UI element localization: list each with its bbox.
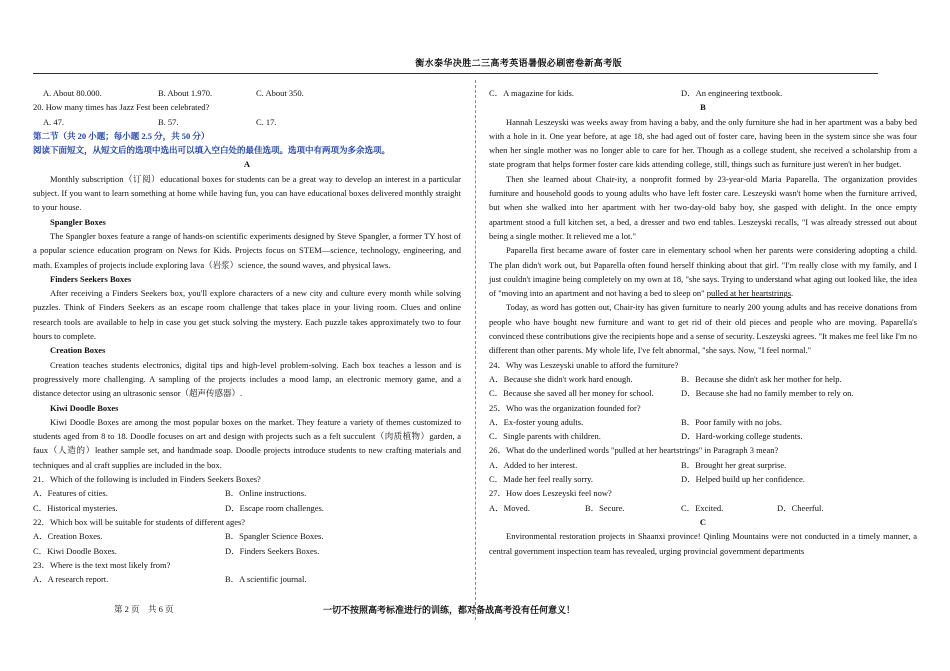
option: A. 47. xyxy=(43,116,65,127)
option: C．Made her feel really sorry. xyxy=(489,474,594,485)
q26-options xyxy=(489,472,917,486)
passage-paragraph: Today, as word has gotten out, Chair-ity has given furniture to nearly 200 young adults and has receive donations from people who have bought new furniture and want to get rid of their old pieces and people who are moving. Paparella's convinced these contributions give the recipients hope and a sense of security. Leszeyski agrees. "It makes me feel like I'm no different than other parents. My whole life, I've felt abnormal, "she says. Now, "I feel normal." xyxy=(489,302,917,356)
option: A．Features of cities. xyxy=(33,488,108,499)
column-divider xyxy=(475,80,476,620)
q27-options xyxy=(489,501,917,515)
option: C．Single parents with children. xyxy=(489,431,601,442)
section-instructions: 阅读下面短文，从短文后的选项中选出可以填入空白处的最佳选项。选项中有两项为多余选项。 xyxy=(33,145,391,156)
option: D．Because she had no family member to rely on. xyxy=(681,388,854,399)
option: A. About 80.000. xyxy=(43,88,102,98)
option: C．Excited. xyxy=(681,502,724,513)
option: D．Escape room challenges. xyxy=(225,502,324,513)
passage-paragraph: After receiving a Finders Seekers box, you'll explore characters of a new city and culture every month while solving puzzles. Think of Finders Seekers as an escape room challenge that takes place in your living room. Clues and online research tools are available to help in case you get stuck solving the mystery. Each puzzle takes approximately two to four hours to complete. xyxy=(33,288,461,342)
paragraph-text: Paparella first became aware of foster care in elementary school when her parents were considering adopting a child. The plan didn't work out, but Paparella often found herself thinking about that girl. "I'm really close with my family, and I just couldn't imagine being completely on my own at 18, "she says. Trying to understand what aging out looked like, the idea of "moving into an apartment and not having a bed to sleep on" xyxy=(489,245,917,299)
right-column xyxy=(489,86,917,558)
q22-options xyxy=(33,529,461,543)
option: C．Historical mysteries. xyxy=(33,502,118,513)
option: A．Creation Boxes. xyxy=(33,531,103,542)
option: D．Helped build up her confidence. xyxy=(681,474,805,485)
option: B．Poor family with no jobs. xyxy=(681,416,782,427)
subheading: Creation Boxes xyxy=(50,345,106,356)
question-27: 27．How does Leszeyski feel now? xyxy=(489,488,612,499)
option: B. 57. xyxy=(158,116,179,127)
passage-paragraph: Creation teaches students electronics, digital tips and high-level problem-solving. Each box teaches a lesson and is progressively more challenging. A sampling of the projects includes a mood lamp, an electronic memory game, and a distance detector using an ultrasonic sensor（超声传感器）. xyxy=(33,359,461,399)
option: A．Added to her interest. xyxy=(489,459,578,470)
passage-a-label: A xyxy=(243,159,251,170)
option: B．Online instructions. xyxy=(225,488,307,499)
question-25: 25．Who was the organization founded for? xyxy=(489,402,641,413)
passage-paragraph: Kiwi Doodle Boxes are among the most popular boxes on the market. They feature a variety of themes customized to students aged from 8 to 18. Doodle focuses on art and design with projects such as a felt succulent（肉质植物）garden, a faux（人造的）leather sample set, and handmade soap. Doodle projects introduce students to new crafting materials and techniques and al craft supplies are included in the box. xyxy=(33,416,461,470)
question-24: 24．Why was Leszeyski unable to afford the furniture? xyxy=(489,359,679,370)
option: A．A research report. xyxy=(33,574,109,585)
q25-options xyxy=(489,415,917,429)
underlined-phrase: pulled at her heartstrings xyxy=(706,288,792,299)
passage-c-label: C xyxy=(699,516,707,527)
passage-b-label: B xyxy=(700,102,706,113)
header-divider xyxy=(33,73,878,74)
option: C. 17. xyxy=(256,116,277,127)
option: C．Kiwi Doodle Boxes. xyxy=(33,545,117,556)
subheading: Kiwi Doodle Boxes xyxy=(50,402,119,413)
q22-options xyxy=(33,544,461,558)
option: D．Hard-working college students. xyxy=(681,431,803,442)
q19-options xyxy=(33,86,461,100)
page-header: 衡水泰华决胜二三高考英语暑假必刷密卷新高考版 xyxy=(415,58,622,68)
question-22: 22．Which box will be suitable for students of different ages? xyxy=(33,516,246,527)
option: A．Ex-foster young adults. xyxy=(489,416,584,427)
footer-note: 一切不按照高考标准进行的训练，都对备战高考没有任何意义！ xyxy=(323,605,576,615)
subheading: Spangler Boxes xyxy=(50,216,106,227)
option: B．Brought her great surprise. xyxy=(681,459,787,470)
option: A．Because she didn't work hard enough. xyxy=(489,373,633,384)
passage-paragraph: Monthly subscription（订阅）educational boxes for students can be a great way to develop an interest in a particular subject. If you want to learn something at home while having fun, you can have educational boxes delivered monthly straight to your house. xyxy=(33,173,461,213)
paragraph-end: . xyxy=(791,288,794,299)
question-21: 21．Which of the following is included in Finders Seekers Boxes? xyxy=(33,474,261,485)
option: C. About 350. xyxy=(256,88,304,98)
q25-options xyxy=(489,429,917,443)
question-23: 23．Where is the text most likely from? xyxy=(33,559,171,570)
passage-paragraph: The Spangler boxes feature a range of hands-on scientific experiments designed by Steve Spangler, a former TY host of a popular science education program on News for Kids. Projects focus on STEM—science, technology, engineering, and math. Examples of projects include exploring lava（岩浆）science, the sound waves, and physical laws. xyxy=(33,230,461,270)
passage-paragraph: Environmental restoration projects in Shaanxi province! Qinling Mountains were not conducted in a timely manner, a central government inspection team has revealed, urging provincial government departments xyxy=(489,531,917,556)
q21-options xyxy=(33,486,461,500)
option: B．A scientific journal. xyxy=(225,574,307,585)
option: B．Spangler Science Boxes. xyxy=(225,531,324,542)
q24-options xyxy=(489,386,917,400)
q21-options xyxy=(33,501,461,515)
page-number: 第 2 页 共 6 页 xyxy=(114,604,174,614)
option: D．Finders Seekers Boxes. xyxy=(225,545,320,556)
q20-options xyxy=(33,115,461,129)
option: C．A magazine for kids. xyxy=(489,88,574,98)
option: B．Because she didn't ask her mother for help. xyxy=(681,373,842,384)
q24-options xyxy=(489,372,917,386)
option: B．Secure. xyxy=(585,502,625,513)
question-26: 26．What do the underlined words "pulled at her heartstrings" in Paragraph 3 mean? xyxy=(489,445,779,456)
option: B. About 1.970. xyxy=(158,88,213,98)
passage-paragraph xyxy=(489,243,917,300)
passage-paragraph: Hannah Leszeyski was weeks away from having a baby, and the only furniture she had in her apartment was a baby bed with a hole in it. One year before, at age 18, she had aged out of foster care, having been in the system since she was four when her single mother was no longer able to care for her. Though as a college student, she received a scholarship from a state program that helps former foster care kids attending college, still, things such as furniture just weren't in her budget. xyxy=(489,116,917,170)
option: D．An engineering textbook. xyxy=(681,88,783,98)
subheading: Finders Seekers Boxes xyxy=(50,273,132,284)
question-20: 20. How many times has Jazz Fest been celebrated? xyxy=(33,102,210,113)
q26-options xyxy=(489,458,917,472)
q23-options-cont xyxy=(489,86,917,100)
option: C．Because she saved all her money for school. xyxy=(489,388,654,399)
option: A．Moved. xyxy=(489,502,530,513)
passage-paragraph: Then she learned about Chair-ity, a nonprofit formed by 23-year-old Maria Paparella. The organization provides furniture and household goods to young adults who have left foster care. Leszeyski wasn't home when the furniture arrived, but when she walked into her apartment with her two-day-old baby boy, she gasped with delight. In the once empty apartment stood a full kitchen set, a bed, a dresser and two end tables. Leszeyski recalls, "I was already stressed out about being a single mother. It relieved me a lot." xyxy=(489,173,917,241)
option: D．Cheerful. xyxy=(777,502,824,513)
left-column xyxy=(33,86,461,586)
q23-options xyxy=(33,572,461,586)
section-title: 第二节（共 20 小题；每小题 2.5 分，共 50 分） xyxy=(33,130,210,141)
